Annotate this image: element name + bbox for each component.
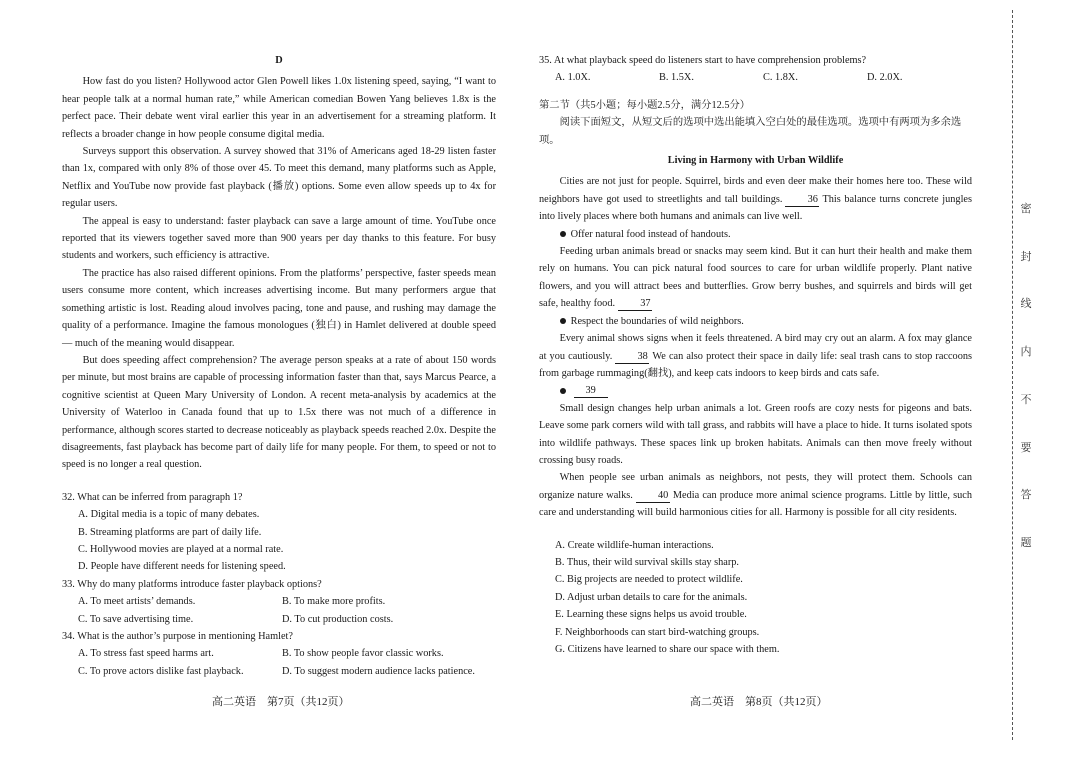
blank-36: 36	[785, 194, 819, 207]
question-35-option: A. 1.0X.	[555, 72, 591, 84]
blank-39: 39	[574, 385, 608, 398]
question-35-option: B. 1.5X.	[659, 72, 694, 84]
passage-paragraph: Every animal shows signs when it feels threatened. A bird may cry out an alarm. A fox may glance at you cautiously. 38 We can also protect their space in daily life: seal trash cans to stop raccoons from garbage rummaging(翻找), and keep cats indoors to keep birds and cats safe.	[539, 333, 972, 379]
passage-paragraph: How fast do you listen? Hollywood actor Glen Powell likes 1.0x listening speed, saying, “I want to hear people talk at a normal human rate,” while American comedian Bowen Yang believes 1.8x is the perfect pace. Their debate went viral earlier this year in an advertisement for a streaming platform. It reflects a broader change in how people consume digital media.	[62, 76, 496, 140]
question-32-option: D. People have different needs for listening speed.	[78, 561, 286, 573]
question-33-options-row	[62, 593, 496, 610]
binding-char: 答	[1020, 489, 1032, 502]
passage-paragraph: Cities are not just for people. Squirrel, birds and even deer make their homes here too. These wild neighbors have got used to streetlights and tall buildings. 36 This balance turns concrete jungles into lively places where both humans and animals can live well.	[539, 176, 973, 223]
passage-paragraph: But does speeding affect comprehension? The average person speaks at a rate of about 150 words per minute, but most brains are capable of processing information faster than that, says Marcus Pearce, a cognitive scientist at Queen Mary University of London. A recent meta-analysis by academics at the University of Waterloo in Canada found that up to 1.5x there was not much of a difference in performance, although scores started to decrease noticeably as playback speeds reached 2.0x. Despite the disagreements, fast playback has become part of daily life for many people. For them, to speed or not to speed is no longer a real question.	[62, 354, 496, 471]
question-33-option: C. To save advertising time.	[78, 613, 194, 625]
binding-char: 要	[1020, 441, 1032, 454]
page-footer-left: 高二英语 第7页（共12页）	[212, 696, 350, 708]
binding-char: 线	[1020, 298, 1032, 311]
answer-option: C. Big projects are needed to protect wildlife.	[555, 574, 743, 586]
question-34-option: B. To show people favor classic works.	[282, 648, 444, 660]
right-page	[539, 52, 972, 658]
bullet-icon	[560, 388, 566, 394]
binding-char: 封	[1020, 250, 1032, 263]
blank-37: 37	[618, 298, 652, 311]
passage-paragraph: The appeal is easy to understand: faster playback can save a large amount of time. YouTube once reported that its viewers together saved more than 900 years per day thanks to this feature. For busy students and workers, such efficiency is attractive.	[62, 215, 496, 262]
answer-option: B. Thus, their wild survival skills stay sharp.	[555, 556, 740, 568]
section-2-instructions: 阅读下面短文，从短文后的选项中选出能填入空白处的最佳选项。选项中有两项为多余选项。	[539, 117, 962, 146]
answer-option: D. Adjust urban details to care for the animals.	[555, 591, 748, 603]
question-32-option: A. Digital media is a topic of many debates.	[78, 509, 260, 521]
answer-option: E. Learning these signs helps us avoid trouble.	[555, 609, 747, 621]
question-32-stem: 32. What can be inferred from paragraph 1?	[62, 491, 243, 503]
answer-option: F. Neighborhoods can start bird-watching groups.	[555, 626, 760, 638]
passage-paragraph: The practice has also raised different opinions. From the platforms’ perspective, faster speeds mean users consume more content, which increases advertising income. But many performers argue that something artistic is lost. Reading aloud involves pacing, tone and pause, and rushing may damage the quality of a performance. Imagine the famous monologues (独白) in Hamlet delivered at double speed — much of the meaning would disappear.	[62, 267, 496, 349]
section-2-title: 第二节（共5小题；每小题2.5分，满分12.5分）	[539, 99, 751, 111]
question-33-options-row	[62, 611, 496, 628]
page-footer-right: 高二英语 第8页（共12页）	[690, 696, 828, 708]
question-32-option: C. Hollywood movies are played at a normal rate.	[78, 543, 284, 555]
answer-option: G. Citizens have learned to share our space with them.	[555, 644, 780, 655]
blank-40: 40	[636, 490, 670, 503]
question-33-option: B. To make more profits.	[282, 596, 386, 608]
passage-paragraph: Small design changes help urban animals a lot. Green roofs are cozy nests for pigeons and bats. Leave some park corners wild with tall grass, and rabbits will have a place to hide. It turns isolated spots into wildlife pathways. These spaces link up broken habitats. Animals can then move freely without crossing busy roads.	[539, 402, 972, 466]
binding-char: 题	[1020, 536, 1032, 549]
question-34-option: D. To suggest modern audience lacks patience.	[282, 665, 475, 677]
passage-title: Living in Harmony with Urban Wildlife	[667, 155, 844, 167]
binding-margin-text	[1013, 200, 1039, 550]
bullet-heading-blank	[539, 382, 972, 399]
question-34-options-row	[62, 645, 496, 662]
question-35-stem: 35. At what playback speed do listeners start to have comprehension problems?	[539, 55, 867, 66]
answer-option: A. Create wildlife-human interactions.	[555, 539, 714, 551]
question-34-option: A. To stress fast speed harms art.	[78, 648, 214, 660]
question-35-options-row	[539, 69, 972, 86]
binding-char: 密	[1020, 203, 1032, 215]
bullet-heading: Respect the boundaries of wild neighbors.	[539, 313, 972, 330]
bullet-icon	[560, 318, 566, 324]
blank-38: 38	[615, 351, 649, 364]
question-35-option: C. 1.8X.	[763, 72, 798, 84]
passage-paragraph: Surveys support this observation. A survey showed that 31% of Americans aged 18-29 listen faster than 1x, compared with only 8% of those over 45. To meet this demand, many platforms such as Apple, Netflix and YouTube now provide fast playback (播放) options. Some even allow speeds up to 4x for regular users.	[62, 146, 496, 210]
question-35-option: D. 2.0X.	[867, 72, 903, 84]
passage-paragraph: When people see urban animals as neighbors, not pests, they will protect them. Schools can organize nature walks. 40 Media can produce more animal science programs. Little by little, such care and understanding will build harmonious cities for all. Harmony is possible for all city residents.	[539, 472, 972, 519]
bullet-icon	[560, 231, 566, 237]
question-32-option: B. Streaming platforms are part of daily life.	[78, 526, 262, 538]
question-33-option: A. To meet artists’ demands.	[78, 596, 196, 608]
left-page	[62, 52, 496, 680]
bullet-heading: Offer natural food instead of handouts.	[539, 226, 972, 243]
question-34-option: C. To prove actors dislike fast playback.	[78, 665, 244, 677]
binding-char: 内	[1020, 346, 1032, 359]
question-33-option: D. To cut production costs.	[282, 613, 394, 625]
question-33-stem: 33. Why do many platforms introduce faster playback options?	[62, 578, 322, 590]
binding-char: 不	[1020, 393, 1032, 406]
question-34-stem: 34. What is the author’s purpose in mentioning Hamlet?	[62, 631, 293, 642]
passage-paragraph: Feeding urban animals bread or snacks may seem kind. But it can hurt their health and make them rely on humans. You can pick natural food sources to care for urban wildlife properly. Plant native flowers, and you will attract bees and butterflies. Grow berry bushes, and squirrels and birds will get safe, healthy food. 37	[539, 246, 972, 310]
question-34-options-row	[62, 663, 496, 680]
section-letter: D	[275, 55, 283, 66]
